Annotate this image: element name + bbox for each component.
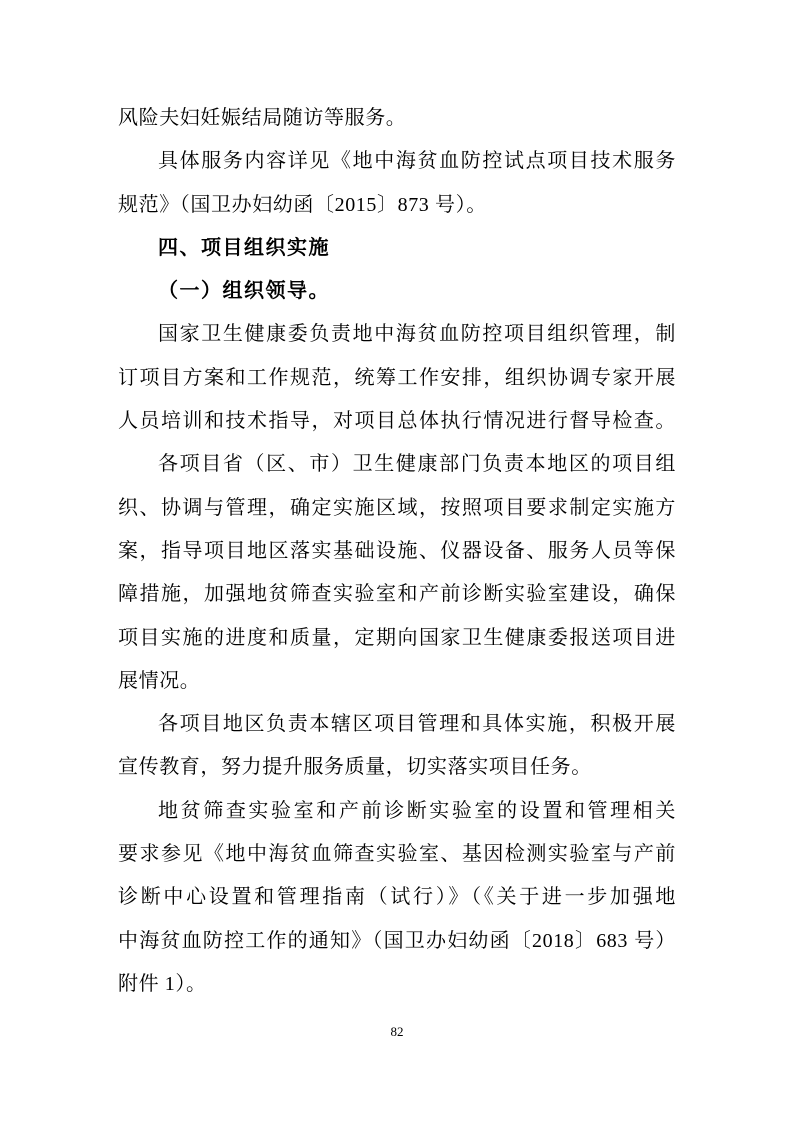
paragraph-line: 中海贫血防控工作的通知》（国卫办妇幼函〔2018〕683 号） [118, 929, 676, 952]
paragraph-line: 规范》（国卫办妇幼函〔2015〕873 号）。 [118, 193, 487, 216]
subsection-heading: （一）组织领导。 [158, 280, 330, 303]
paragraph-line: 项目实施的进度和质量，定期向国家卫生健康委报送项目进 [118, 626, 676, 649]
paragraph-line: 宣传教育，努力提升服务质量，切实落实项目任务。 [118, 756, 592, 779]
paragraph-line: 国家卫生健康委负责地中海贫血防控项目组织管理，制 [158, 323, 676, 346]
document-body [118, 97, 676, 1006]
page-number: 82 [390, 1024, 404, 1039]
paragraph-line: 具体服务内容详见《地中海贫血防控试点项目技术服务 [158, 150, 676, 173]
paragraph-line: 障措施，加强地贫筛查实验室和产前诊断实验室建设，确保 [118, 583, 676, 606]
paragraph-line: 附件 1）。 [118, 972, 207, 995]
paragraph-line: 展情况。 [118, 669, 201, 692]
paragraph-line: 要求参见《地中海贫血筛查实验室、基因检测实验室与产前 [118, 843, 676, 866]
paragraph-line: 订项目方案和工作规范，统筹工作安排，组织协调专家开展 [118, 366, 676, 389]
paragraph-line: 风险夫妇妊娠结局随访等服务。 [118, 107, 407, 129]
paragraph-line: 案，指导项目地区落实基础设施、仪器设备、服务人员等保 [118, 539, 676, 562]
paragraph-line: 人员培训和技术指导，对项目总体执行情况进行督导检查。 [118, 410, 676, 433]
paragraph-line: 诊断中心设置和管理指南（试行）》（《关于进一步加强地 [118, 886, 676, 909]
paragraph-line: 地贫筛查实验室和产前诊断实验室的设置和管理相关 [158, 799, 676, 822]
paragraph-line: 各项目省（区、市）卫生健康部门负责本地区的项目组 [158, 453, 676, 476]
paragraph-line: 各项目地区负责本辖区项目管理和具体实施，积极开展 [158, 713, 676, 736]
paragraph-line: 织、协调与管理，确定实施区域，按照项目要求制定实施方 [118, 496, 676, 519]
section-heading: 四、项目组织实施 [158, 236, 330, 259]
